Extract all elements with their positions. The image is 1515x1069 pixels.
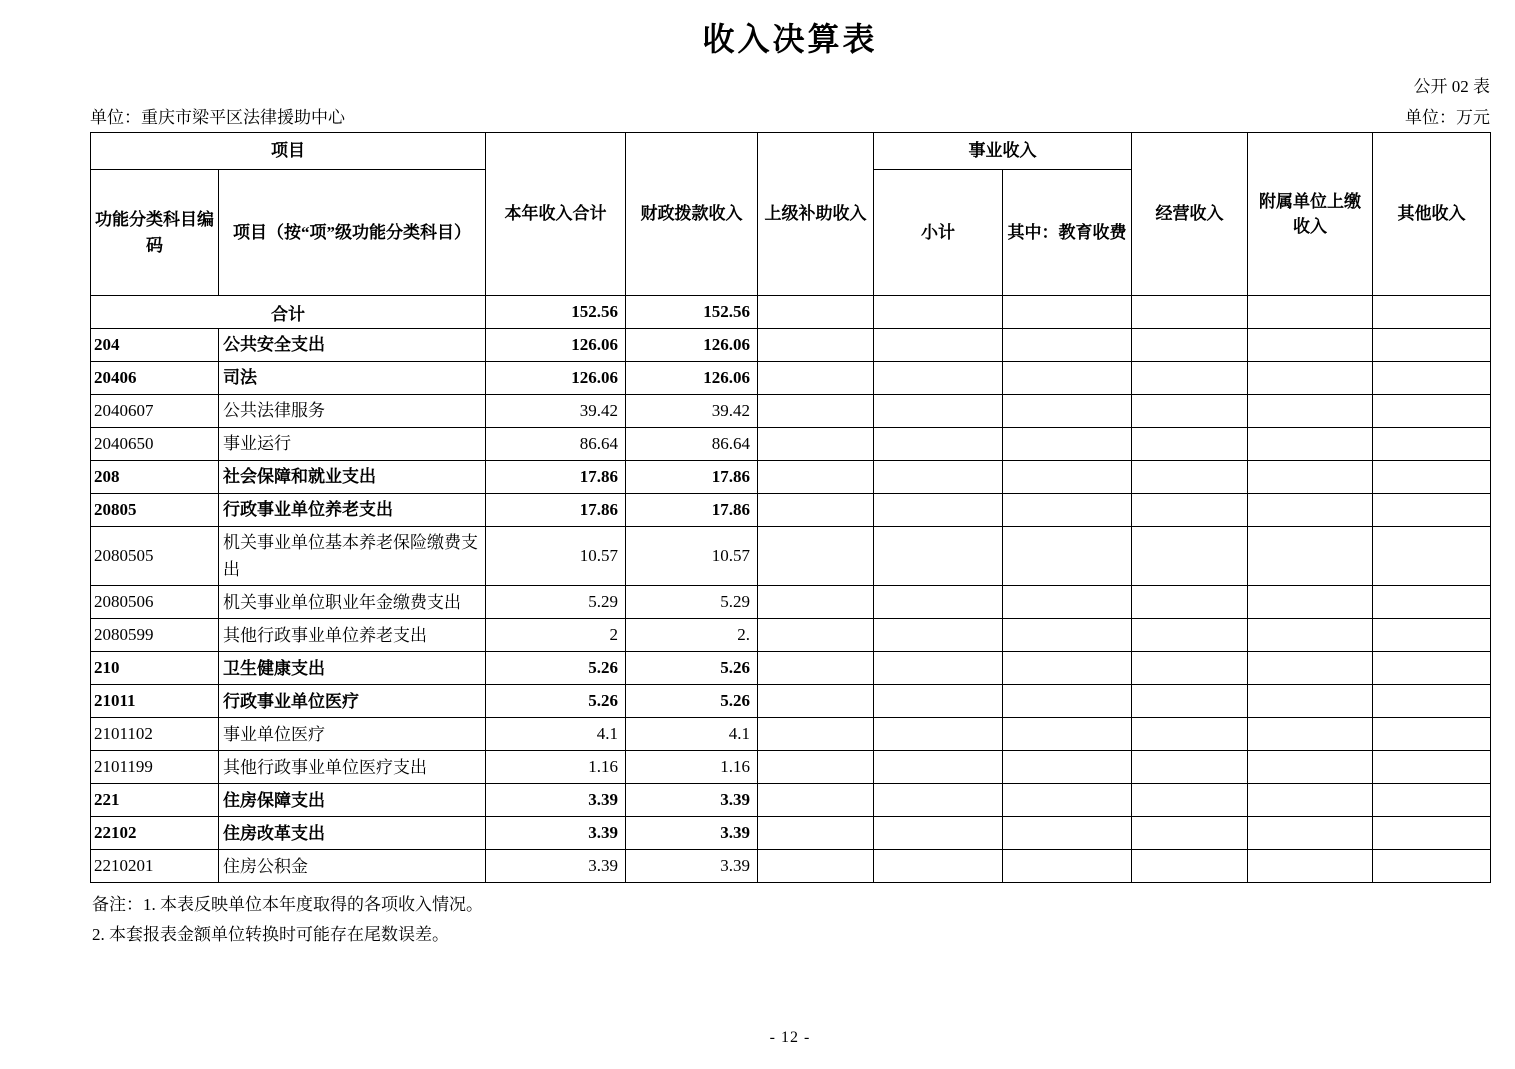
function-code-cell: 2101102: [91, 718, 219, 751]
function-code-cell: 208: [91, 461, 219, 494]
function-code-cell: 21011: [91, 685, 219, 718]
header-project-group: 项目: [91, 133, 486, 170]
note-line-1: 备注：1. 本表反映单位本年度取得的各项收入情况。: [92, 895, 483, 915]
row-title-cell: 合计: [91, 296, 486, 329]
project-name-cell: 其他行政事业单位医疗支出: [219, 751, 486, 784]
project-name-cell: 公共安全支出: [219, 329, 486, 362]
business-education-cell: [1003, 296, 1132, 329]
upper-subsidy-cell: [758, 395, 874, 428]
business-subtotal-cell: [874, 751, 1003, 784]
table-row: [91, 619, 1491, 652]
business-subtotal-cell: [874, 362, 1003, 395]
header-operating-income: 经营收入: [1132, 133, 1248, 296]
upper-subsidy-cell: [758, 784, 874, 817]
affiliated-income-cell: [1248, 751, 1373, 784]
other-income-cell: [1373, 296, 1491, 329]
total-income-cell: 3.39: [486, 817, 626, 850]
function-code-cell: 221: [91, 784, 219, 817]
fiscal-appropriation-cell: 5.26: [626, 685, 758, 718]
function-code-cell: 2080505: [91, 527, 219, 586]
header-row-top: [91, 133, 1491, 170]
business-education-cell: [1003, 619, 1132, 652]
page-number: - 12 -: [769, 1029, 811, 1046]
operating-income-cell: [1132, 652, 1248, 685]
total-income-cell: 3.39: [486, 784, 626, 817]
operating-income-cell: [1132, 817, 1248, 850]
business-subtotal-cell: [874, 652, 1003, 685]
business-education-cell: [1003, 850, 1132, 883]
total-income-cell: 17.86: [486, 494, 626, 527]
project-name-cell: 事业单位医疗: [219, 718, 486, 751]
business-education-cell: [1003, 527, 1132, 586]
upper-subsidy-cell: [758, 494, 874, 527]
fiscal-appropriation-cell: 5.29: [626, 586, 758, 619]
upper-subsidy-cell: [758, 850, 874, 883]
total-income-cell: 39.42: [486, 395, 626, 428]
project-name-cell: 行政事业单位医疗: [219, 685, 486, 718]
affiliated-income-cell: [1248, 619, 1373, 652]
table-row: [91, 652, 1491, 685]
function-code-cell: 2080599: [91, 619, 219, 652]
total-income-cell: 126.06: [486, 362, 626, 395]
function-code-cell: 2040650: [91, 428, 219, 461]
other-income-cell: [1373, 461, 1491, 494]
page-title: 收入决算表: [702, 21, 878, 57]
other-income-cell: [1373, 329, 1491, 362]
business-subtotal-cell: [874, 461, 1003, 494]
operating-income-cell: [1132, 527, 1248, 586]
project-name-cell: 社会保障和就业支出: [219, 461, 486, 494]
total-income-cell: 2: [486, 619, 626, 652]
total-income-cell: 5.29: [486, 586, 626, 619]
other-income-cell: [1373, 850, 1491, 883]
function-code-cell: 2101199: [91, 751, 219, 784]
table-row: [91, 784, 1491, 817]
affiliated-income-cell: [1248, 461, 1373, 494]
table-body: [91, 296, 1491, 883]
business-education-cell: [1003, 751, 1132, 784]
upper-subsidy-cell: [758, 329, 874, 362]
header-business-subtotal: 小计: [874, 170, 1003, 296]
business-education-cell: [1003, 784, 1132, 817]
table-row: [91, 296, 1491, 329]
affiliated-income-cell: [1248, 395, 1373, 428]
table-row: [91, 586, 1491, 619]
business-education-cell: [1003, 362, 1132, 395]
business-subtotal-cell: [874, 850, 1003, 883]
business-education-cell: [1003, 817, 1132, 850]
table-row: [91, 817, 1491, 850]
fiscal-appropriation-cell: 86.64: [626, 428, 758, 461]
business-education-cell: [1003, 718, 1132, 751]
business-subtotal-cell: [874, 586, 1003, 619]
function-code-cell: 204: [91, 329, 219, 362]
function-code-cell: 20406: [91, 362, 219, 395]
business-subtotal-cell: [874, 395, 1003, 428]
total-income-cell: 5.26: [486, 652, 626, 685]
other-income-cell: [1373, 784, 1491, 817]
header-fiscal-appropriation: 财政拨款收入: [626, 133, 758, 296]
project-name-cell: 事业运行: [219, 428, 486, 461]
operating-income-cell: [1132, 784, 1248, 817]
header-upper-subsidy: 上级补助收入: [758, 133, 874, 296]
operating-income-cell: [1132, 329, 1248, 362]
business-education-cell: [1003, 685, 1132, 718]
business-education-cell: [1003, 461, 1132, 494]
revenue-table: [90, 132, 1491, 883]
fiscal-appropriation-cell: 4.1: [626, 718, 758, 751]
fiscal-appropriation-cell: 1.16: [626, 751, 758, 784]
business-subtotal-cell: [874, 494, 1003, 527]
header-affiliated-income: 附属单位上缴收入: [1248, 133, 1373, 296]
other-income-cell: [1373, 652, 1491, 685]
business-subtotal-cell: [874, 527, 1003, 586]
fiscal-appropriation-cell: 17.86: [626, 461, 758, 494]
table-row: [91, 461, 1491, 494]
header-project-item: 项目（按“项”级功能分类科目）: [219, 170, 486, 296]
affiliated-income-cell: [1248, 296, 1373, 329]
business-education-cell: [1003, 428, 1132, 461]
business-education-cell: [1003, 329, 1132, 362]
business-subtotal-cell: [874, 817, 1003, 850]
header-other-income: 其他收入: [1373, 133, 1491, 296]
table-row: [91, 718, 1491, 751]
table-row: [91, 428, 1491, 461]
function-code-cell: 2210201: [91, 850, 219, 883]
total-income-cell: 1.16: [486, 751, 626, 784]
total-income-cell: 152.56: [486, 296, 626, 329]
business-subtotal-cell: [874, 296, 1003, 329]
total-income-cell: 10.57: [486, 527, 626, 586]
affiliated-income-cell: [1248, 718, 1373, 751]
operating-income-cell: [1132, 362, 1248, 395]
table-row: [91, 362, 1491, 395]
total-income-cell: 4.1: [486, 718, 626, 751]
unit-currency-label: 单位：万元: [1405, 108, 1490, 127]
table-row: [91, 850, 1491, 883]
other-income-cell: [1373, 685, 1491, 718]
upper-subsidy-cell: [758, 428, 874, 461]
affiliated-income-cell: [1248, 494, 1373, 527]
other-income-cell: [1373, 527, 1491, 586]
affiliated-income-cell: [1248, 428, 1373, 461]
project-name-cell: 其他行政事业单位养老支出: [219, 619, 486, 652]
business-subtotal-cell: [874, 685, 1003, 718]
affiliated-income-cell: [1248, 784, 1373, 817]
operating-income-cell: [1132, 718, 1248, 751]
other-income-cell: [1373, 362, 1491, 395]
fiscal-appropriation-cell: 39.42: [626, 395, 758, 428]
upper-subsidy-cell: [758, 751, 874, 784]
table-header: [91, 133, 1491, 296]
other-income-cell: [1373, 718, 1491, 751]
operating-income-cell: [1132, 586, 1248, 619]
affiliated-income-cell: [1248, 362, 1373, 395]
other-income-cell: [1373, 586, 1491, 619]
upper-subsidy-cell: [758, 527, 874, 586]
business-subtotal-cell: [874, 329, 1003, 362]
fiscal-appropriation-cell: 2.: [626, 619, 758, 652]
form-code-label: 公开 02 表: [1413, 77, 1490, 96]
operating-income-cell: [1132, 461, 1248, 494]
other-income-cell: [1373, 751, 1491, 784]
table-row: [91, 494, 1491, 527]
upper-subsidy-cell: [758, 586, 874, 619]
operating-income-cell: [1132, 494, 1248, 527]
upper-subsidy-cell: [758, 362, 874, 395]
fiscal-appropriation-cell: 3.39: [626, 850, 758, 883]
affiliated-income-cell: [1248, 652, 1373, 685]
operating-income-cell: [1132, 395, 1248, 428]
operating-income-cell: [1132, 428, 1248, 461]
project-name-cell: 公共法律服务: [219, 395, 486, 428]
operating-income-cell: [1132, 685, 1248, 718]
table-row: [91, 685, 1491, 718]
project-name-cell: 住房公积金: [219, 850, 486, 883]
header-business-income-group: 事业收入: [874, 133, 1132, 170]
project-name-cell: 行政事业单位养老支出: [219, 494, 486, 527]
upper-subsidy-cell: [758, 619, 874, 652]
upper-subsidy-cell: [758, 817, 874, 850]
affiliated-income-cell: [1248, 527, 1373, 586]
other-income-cell: [1373, 619, 1491, 652]
upper-subsidy-cell: [758, 461, 874, 494]
total-income-cell: 5.26: [486, 685, 626, 718]
note-line-2: 2. 本套报表金额单位转换时可能存在尾数误差。: [92, 925, 449, 945]
total-income-cell: 86.64: [486, 428, 626, 461]
total-income-cell: 3.39: [486, 850, 626, 883]
business-subtotal-cell: [874, 619, 1003, 652]
function-code-cell: 22102: [91, 817, 219, 850]
upper-subsidy-cell: [758, 685, 874, 718]
header-business-education: 其中：教育收费: [1003, 170, 1132, 296]
business-subtotal-cell: [874, 718, 1003, 751]
business-subtotal-cell: [874, 428, 1003, 461]
operating-income-cell: [1132, 751, 1248, 784]
project-name-cell: 机关事业单位基本养老保险缴费支出: [219, 527, 486, 586]
other-income-cell: [1373, 395, 1491, 428]
header-total-income: 本年收入合计: [486, 133, 626, 296]
business-education-cell: [1003, 652, 1132, 685]
project-name-cell: 司法: [219, 362, 486, 395]
affiliated-income-cell: [1248, 685, 1373, 718]
project-name-cell: 机关事业单位职业年金缴费支出: [219, 586, 486, 619]
function-code-cell: 20805: [91, 494, 219, 527]
fiscal-appropriation-cell: 126.06: [626, 329, 758, 362]
fiscal-appropriation-cell: 126.06: [626, 362, 758, 395]
unit-row: [90, 103, 1490, 128]
fiscal-appropriation-cell: 3.39: [626, 784, 758, 817]
business-subtotal-cell: [874, 784, 1003, 817]
total-income-cell: 126.06: [486, 329, 626, 362]
function-code-cell: 2080506: [91, 586, 219, 619]
fiscal-appropriation-cell: 3.39: [626, 817, 758, 850]
fiscal-appropriation-cell: 10.57: [626, 527, 758, 586]
project-name-cell: 住房改革支出: [219, 817, 486, 850]
function-code-cell: 2040607: [91, 395, 219, 428]
other-income-cell: [1373, 494, 1491, 527]
operating-income-cell: [1132, 296, 1248, 329]
project-name-cell: 卫生健康支出: [219, 652, 486, 685]
business-education-cell: [1003, 586, 1132, 619]
upper-subsidy-cell: [758, 296, 874, 329]
operating-income-cell: [1132, 850, 1248, 883]
table-row: [91, 751, 1491, 784]
other-income-cell: [1373, 817, 1491, 850]
header-function-code: 功能分类科目编码: [91, 170, 219, 296]
fiscal-appropriation-cell: 5.26: [626, 652, 758, 685]
upper-subsidy-cell: [758, 652, 874, 685]
fiscal-appropriation-cell: 17.86: [626, 494, 758, 527]
table-row: [91, 527, 1491, 586]
project-name-cell: 住房保障支出: [219, 784, 486, 817]
unit-name-label: 单位：重庆市梁平区法律援助中心: [90, 108, 345, 127]
business-education-cell: [1003, 395, 1132, 428]
business-education-cell: [1003, 494, 1132, 527]
affiliated-income-cell: [1248, 817, 1373, 850]
function-code-cell: 210: [91, 652, 219, 685]
other-income-cell: [1373, 428, 1491, 461]
notes: [92, 890, 1515, 950]
affiliated-income-cell: [1248, 850, 1373, 883]
fiscal-appropriation-cell: 152.56: [626, 296, 758, 329]
affiliated-income-cell: [1248, 586, 1373, 619]
operating-income-cell: [1132, 619, 1248, 652]
upper-subsidy-cell: [758, 718, 874, 751]
table-row: [91, 329, 1491, 362]
total-income-cell: 17.86: [486, 461, 626, 494]
table-row: [91, 395, 1491, 428]
affiliated-income-cell: [1248, 329, 1373, 362]
